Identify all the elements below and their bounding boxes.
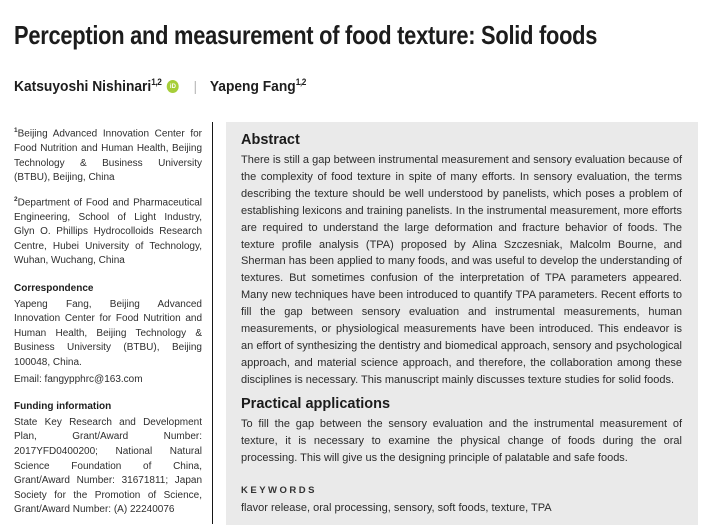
affiliation-2-text: Department of Food and Pharmaceutical Engineering, School of Light Industry, Glyn O. Phillips Hydrocolloids Research Centre, Hubei University of Technology, Wuhan, Wuchang, China <box>14 197 202 267</box>
affiliation-2 <box>14 193 202 269</box>
practical-applications-heading: Practical applications <box>241 395 391 412</box>
page-title: Perception and measurement of food texture: Solid foods <box>14 20 598 50</box>
funding-heading: Funding information <box>14 401 112 413</box>
abstract-text: There is still a gap between instrumental measurement and sensory evaluation because of the complexity of food texture in spite of many efforts. In sensory evaluation, the terms describing the texture should be well understood by panelists, which poses a problem of establishing lexicons and training panelists. In the instrumental measurement, more efforts are required to understand the large deformation and fracture behavior of foods. The texture profile analysis (TPA) proposed by Alina Szczesniak, Malcolm Bourne, and Sherman has been applied to many foods, and was useful to develop the understanding of textures. But sometimes confusion of the interpretation of TPA parameters appeared. Many new techniques have been introduced to quantify TPA parameters. Recent efforts to fill the gap between sensory evaluation and instrumental measurements, human measurements, or physiological measurements have been introduced. This endeavor is an effort of synthesizing the dentistry and biomedical approach, sensory and psychological approach, and material science approach, and therefore, the collaboration among these disciplines is necessary. This manuscript mainly discusses texture studies for solid foods. <box>241 154 682 386</box>
author-1 <box>14 77 161 95</box>
orcid-icon[interactable]: iD <box>167 80 179 93</box>
author-2-affiliation-sup: 1,2 <box>295 77 306 87</box>
author-1-name: Katsuyoshi Nishinari <box>14 78 152 95</box>
author-line <box>14 77 649 95</box>
keywords-list: flavor release, oral processing, sensory, soft foods, texture, TPA <box>241 502 552 515</box>
affiliation-1-text: Beijing Advanced Innovation Center for Food Nutrition and Human Health, Beijing Technology & Business University (BTBU), Beijing, China <box>14 128 202 184</box>
author-2 <box>210 77 306 95</box>
correspondence-text: Yapeng Fang, Beijing Advanced Innovation Center for Food Nutrition and Human Health, Beijing Technology & Business University (BTBU), Beijing 100048, China. <box>14 298 202 368</box>
main-content <box>14 122 704 525</box>
article-info-column <box>14 122 212 525</box>
author-separator: | <box>193 78 197 94</box>
abstract-heading: Abstract <box>241 132 300 148</box>
affiliation-1 <box>14 124 202 186</box>
correspondence-heading: Correspondence <box>14 283 94 294</box>
keywords-heading: KEYWORDS <box>241 485 317 497</box>
abstract-panel <box>226 122 698 525</box>
affiliation-1-marker: 1 <box>14 127 18 134</box>
practical-applications-text: To fill the gap between the sensory evaluation and the instrumental measurement of texture, it is necessary to examine the physical change of foods during the oral processing. This will give us the designing principle of palatable and safe foods. <box>241 417 682 464</box>
column-divider <box>212 122 213 524</box>
author-1-affiliation-sup: 1,2 <box>151 77 162 87</box>
correspondence-email: Email: fangypphrc@163.com <box>14 373 143 385</box>
affiliation-2-marker: 2 <box>14 195 18 203</box>
funding-text: State Key Research and Development Plan, Grant/Award Number: 2017YFD0400200; National Natural Science Foundation of China, Grant/Award Number: 31671811; Japan Society for the Promotion of Science, Grant/Award Number: (A) 22240076 <box>14 416 202 516</box>
author-2-name: Yapeng Fang <box>209 78 296 95</box>
